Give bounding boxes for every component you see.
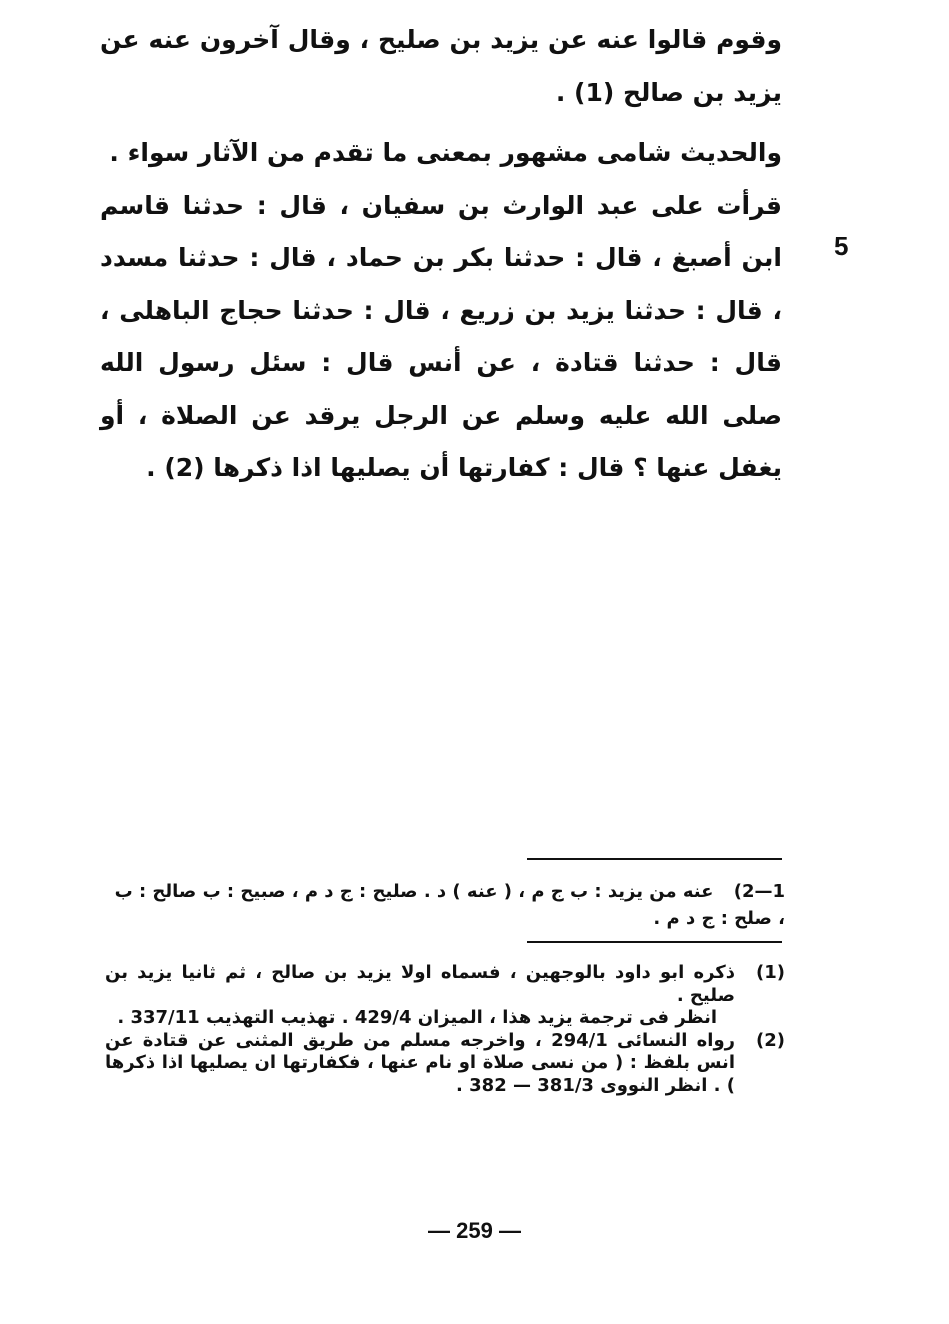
footnote-divider-top <box>527 858 782 860</box>
footnote-text: انظر فى ترجمة يزيد هذا ، الميزان 429/4 . تهذيب التهذيب 337/11 . <box>117 1007 717 1028</box>
paragraph-3: قرأت على عبد الوارث بن سفيان ، قال : حدثنا قاسم ابن أصبغ ، قال : حدثنا بكر بن حماد ، قال : حدثنا مسدد ، قال : حدثنا يزيد بن زريع ، قال : حدثنا حجاج الباهلى ، قال : حدثنا قتادة ، عن أنس قال : سئل رسول الله صلى الله عليه وسلم عن الرجل يرقد عن الصلاة ، أو يغفل عنها ؟ قال : كفارتها أن يصليها اذا ذكرها (2) . <box>100 190 782 482</box>
paragraph-1: وقوم قالوا عنه عن يزيد بن صليح ، وقال آخرون عنه عن يزيد بن صالح (1) . <box>100 25 782 107</box>
footnote-text: ذكره ابو داود بالوجهين ، فسماه اولا يزيد بن صالح ، ثم ثانيا يزيد بن صليح . <box>105 962 735 1006</box>
footnote-divider-bottom <box>527 941 782 943</box>
line-number: 5 <box>834 231 849 261</box>
footnote-text: رواه النسائى 294/1 ، واخرجه مسلم من طريق المثنى عن قتادة عن انس بلفظ : ( من نسى صلاة او نام عنها ، فكفارتها ان يصليها اذا ذكرها ) . انظر النووى 381/3 — 382 . <box>105 1029 736 1096</box>
footnote-2 <box>105 1030 785 1098</box>
main-text <box>100 14 782 495</box>
variants-text: عنه من يزيد : ب ج م ، ( عنه ) د . صليح : ج د م ، صبيح : ب صالح : ب ، صلح : ج د م . <box>114 881 785 929</box>
footnote-number: (2) <box>756 1029 785 1051</box>
textual-variants <box>105 878 785 932</box>
paragraph-2: والحديث شامى مشهور بمعنى ما تقدم من الآثار سواء . <box>109 138 782 167</box>
variants-label: 1—2) <box>733 881 785 902</box>
page-number: — 259 — <box>428 1218 521 1243</box>
footnote-number: (1) <box>756 962 785 983</box>
footnotes <box>105 962 785 1097</box>
footnote-1 <box>105 962 785 1030</box>
